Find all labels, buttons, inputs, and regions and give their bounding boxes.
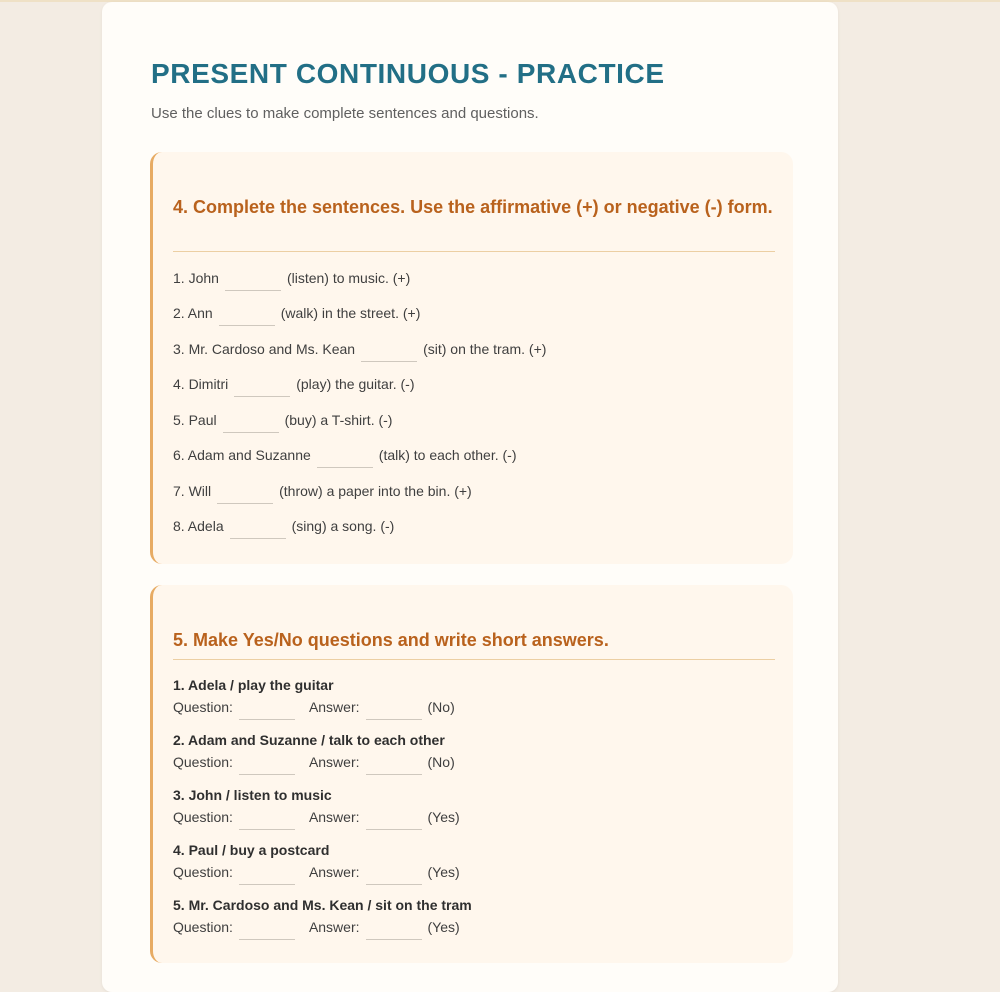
- item-text-after: (play) the guitar. (-): [296, 376, 415, 392]
- question-blank[interactable]: [239, 701, 295, 720]
- item-text-before: 2. Ann: [173, 305, 213, 321]
- exercise-5-section: [150, 585, 793, 963]
- question-label: Question:: [173, 809, 233, 825]
- item-text-after: (talk) to each other. (-): [378, 447, 517, 463]
- question-label: Question:: [173, 864, 233, 880]
- item-text-before: 8. Adela: [173, 518, 224, 534]
- answer-hint: (Yes): [427, 864, 460, 880]
- item-text-before: 4. Dimitri: [173, 376, 229, 392]
- exercise-5-qa-row-3: [173, 807, 460, 830]
- item-text-before: 6. Adam and Suzanne: [173, 447, 311, 463]
- answer-hint: (No): [427, 699, 455, 715]
- item-text-after: (throw) a paper into the bin. (+): [279, 483, 472, 499]
- item-text-before: 7. Will: [173, 483, 212, 499]
- exercise-4-divider: [173, 251, 775, 252]
- exercise-5-divider: [173, 659, 775, 660]
- item-text-after: (walk) in the street. (+): [280, 305, 421, 321]
- answer-blank[interactable]: [234, 378, 290, 397]
- answer-label: Answer:: [308, 809, 360, 825]
- item-text-before: 3. Mr. Cardoso and Ms. Kean: [173, 341, 356, 357]
- answer-label: Answer:: [308, 699, 360, 715]
- exercise-4-item-1: [173, 268, 410, 291]
- page-title: PRESENT CONTINUOUS - PRACTICE: [151, 58, 665, 89]
- question-blank[interactable]: [239, 921, 295, 940]
- question-label: Question:: [173, 919, 233, 935]
- worksheet-card: [102, 2, 838, 992]
- question-label: Question:: [173, 699, 233, 715]
- answer-blank[interactable]: [219, 307, 275, 326]
- answer-blank[interactable]: [366, 756, 422, 775]
- exercise-4-item-5: [173, 410, 392, 433]
- answer-blank[interactable]: [366, 921, 422, 940]
- exercise-4-item-6: [173, 445, 517, 468]
- answer-hint: (No): [427, 754, 455, 770]
- exercise-5-prompt-3: 3. John / listen to music: [173, 787, 332, 803]
- answer-blank[interactable]: [317, 449, 373, 468]
- item-text-after: (buy) a T-shirt. (-): [284, 412, 393, 428]
- answer-hint: (Yes): [427, 809, 460, 825]
- exercise-5-qa-row-2: [173, 752, 455, 775]
- answer-blank[interactable]: [366, 701, 422, 720]
- exercise-4-item-7: [173, 481, 472, 504]
- answer-blank[interactable]: [230, 520, 286, 539]
- answer-label: Answer:: [308, 864, 360, 880]
- exercise-4-section: [150, 152, 793, 564]
- page-subtitle: Use the clues to make complete sentences and questions.: [151, 105, 539, 122]
- exercise-5-prompt-2: 2. Adam and Suzanne / talk to each other: [173, 732, 445, 748]
- exercise-5-heading: 5. Make Yes/No questions and write short answers.: [173, 630, 609, 650]
- exercise-4-item-3: [173, 339, 546, 362]
- answer-label: Answer:: [308, 754, 360, 770]
- answer-hint: (Yes): [427, 919, 460, 935]
- item-text-before: 5. Paul: [173, 412, 217, 428]
- question-blank[interactable]: [239, 756, 295, 775]
- exercise-5-prompt-4: 4. Paul / buy a postcard: [173, 842, 330, 858]
- exercise-5-qa-row-1: [173, 697, 455, 720]
- answer-blank[interactable]: [223, 414, 279, 433]
- answer-blank[interactable]: [366, 866, 422, 885]
- item-text-after: (sing) a song. (-): [291, 518, 395, 534]
- answer-blank[interactable]: [366, 811, 422, 830]
- item-text-after: (listen) to music. (+): [286, 270, 411, 286]
- answer-blank[interactable]: [361, 343, 417, 362]
- exercise-5-prompt-5: 5. Mr. Cardoso and Ms. Kean / sit on the tram: [173, 897, 472, 913]
- question-blank[interactable]: [239, 811, 295, 830]
- exercise-4-item-4: [173, 374, 415, 397]
- item-text-after: (sit) on the tram. (+): [423, 341, 547, 357]
- answer-blank[interactable]: [217, 485, 273, 504]
- exercise-5-qa-row-5: [173, 917, 460, 940]
- item-text-before: 1. John: [173, 270, 219, 286]
- question-label: Question:: [173, 754, 233, 770]
- exercise-4-item-2: [173, 303, 420, 326]
- exercise-4-item-8: [173, 516, 394, 539]
- exercise-5-prompt-1: 1. Adela / play the guitar: [173, 677, 334, 693]
- question-blank[interactable]: [239, 866, 295, 885]
- exercise-5-qa-row-4: [173, 862, 460, 885]
- exercise-4-heading: 4. Complete the sentences. Use the affirmative (+) or negative (-) form.: [173, 197, 773, 217]
- answer-blank[interactable]: [225, 272, 281, 291]
- answer-label: Answer:: [308, 919, 360, 935]
